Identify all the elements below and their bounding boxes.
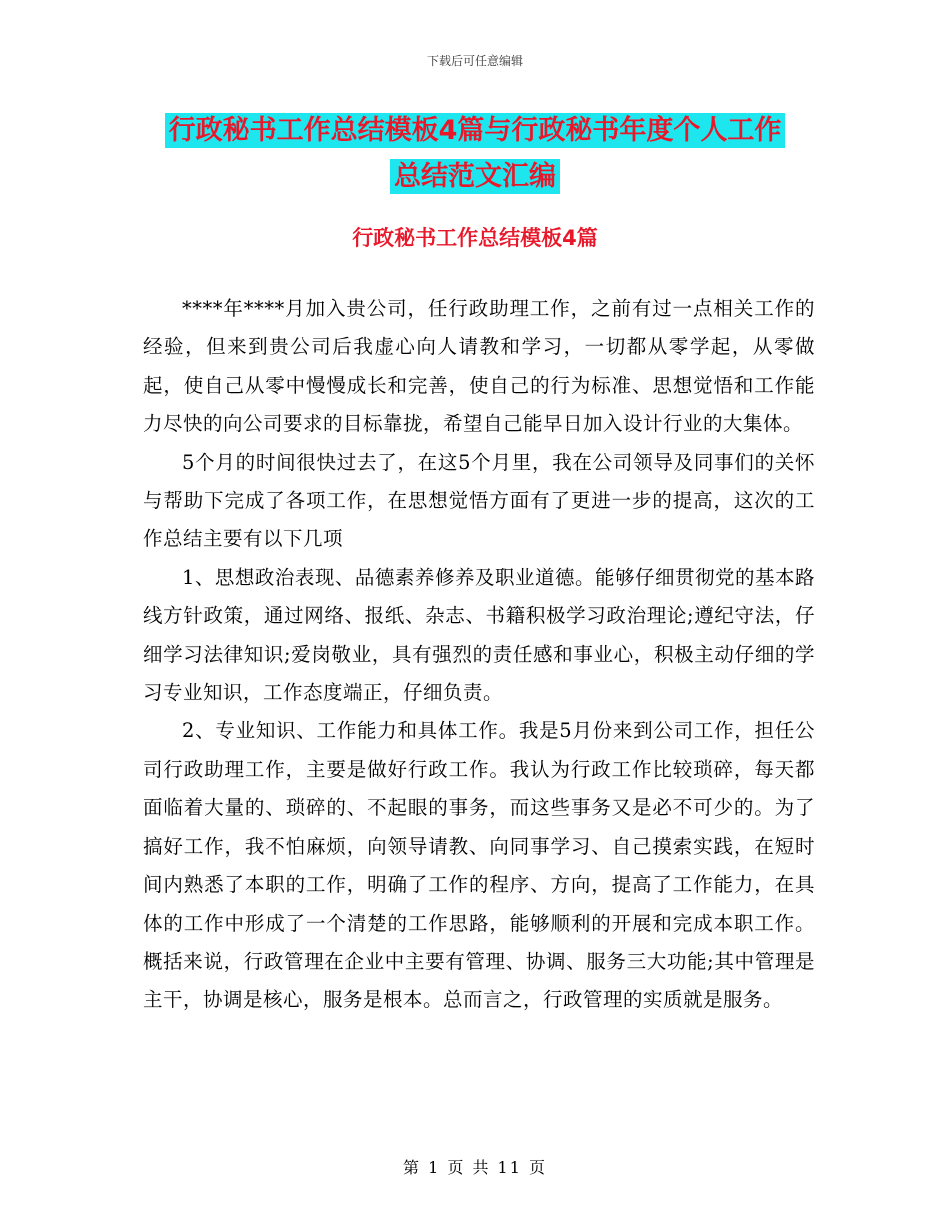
page-number-footer: 第 1 页 共 11 页	[403, 1158, 547, 1177]
paragraph-2: 5个月的时间很快过去了，在这5个月里，我在公司领导及同事们的关怀与帮助下完成了各项工作，在思想觉悟方面有了更进一步的提高，这次的工作总结主要有以下几项	[143, 450, 815, 551]
document-title-line-2: 总结范文汇编	[390, 159, 560, 194]
paragraph-1: ****年****月加入贵公司，任行政助理工作，之前有过一点相关工作的经验，但来到贵公司后我虚心向人请教和学习，一切都从零学起，从零做起，使自己从零中慢慢成长和完善，使自己的行为标准、思想觉悟和工作能力尽快的向公司要求的目标靠拢，希望自己能早日加入设计行业的大集体。	[143, 297, 815, 436]
section-title: 行政秘书工作总结模板4篇	[352, 226, 598, 250]
document-title	[0, 108, 950, 200]
paragraph-4: 2、专业知识、工作能力和具体工作。我是5月份来到公司工作，担任公司行政助理工作，主要是做好行政工作。我认为行政工作比较琐碎，每天都面临着大量的、琐碎的、不起眼的事务，而这些事务又是必不可少的。为了搞好工作，我不怕麻烦，向领导请教、向同事学习、自己摸索实践，在短时间内熟悉了本职的工作，明确了工作的程序、方向，提高了工作能力，在具体的工作中形成了一个清楚的工作思路，能够顺利的开展和完成本职工作。概括来说，行政管理在企业中主要有管理、协调、服务三大功能;其中管理是主干，协调是核心，服务是根本。总而言之，行政管理的实质就是服务。	[143, 719, 815, 1012]
document-title-line-1: 行政秘书工作总结模板4篇与行政秘书年度个人工作	[165, 113, 786, 148]
document-body	[143, 290, 815, 1020]
paragraph-3: 1、思想政治表现、品德素养修养及职业道德。能够仔细贯彻党的基本路线方针政策，通过网络、报纸、杂志、书籍积极学习政治理论;遵纪守法，仔细学习法律知识;爱岗敬业，具有强烈的责任感和事业心，积极主动仔细的学习专业知识，工作态度端正，仔细负责。	[143, 565, 815, 705]
header-note: 下载后可任意编辑	[426, 54, 523, 68]
